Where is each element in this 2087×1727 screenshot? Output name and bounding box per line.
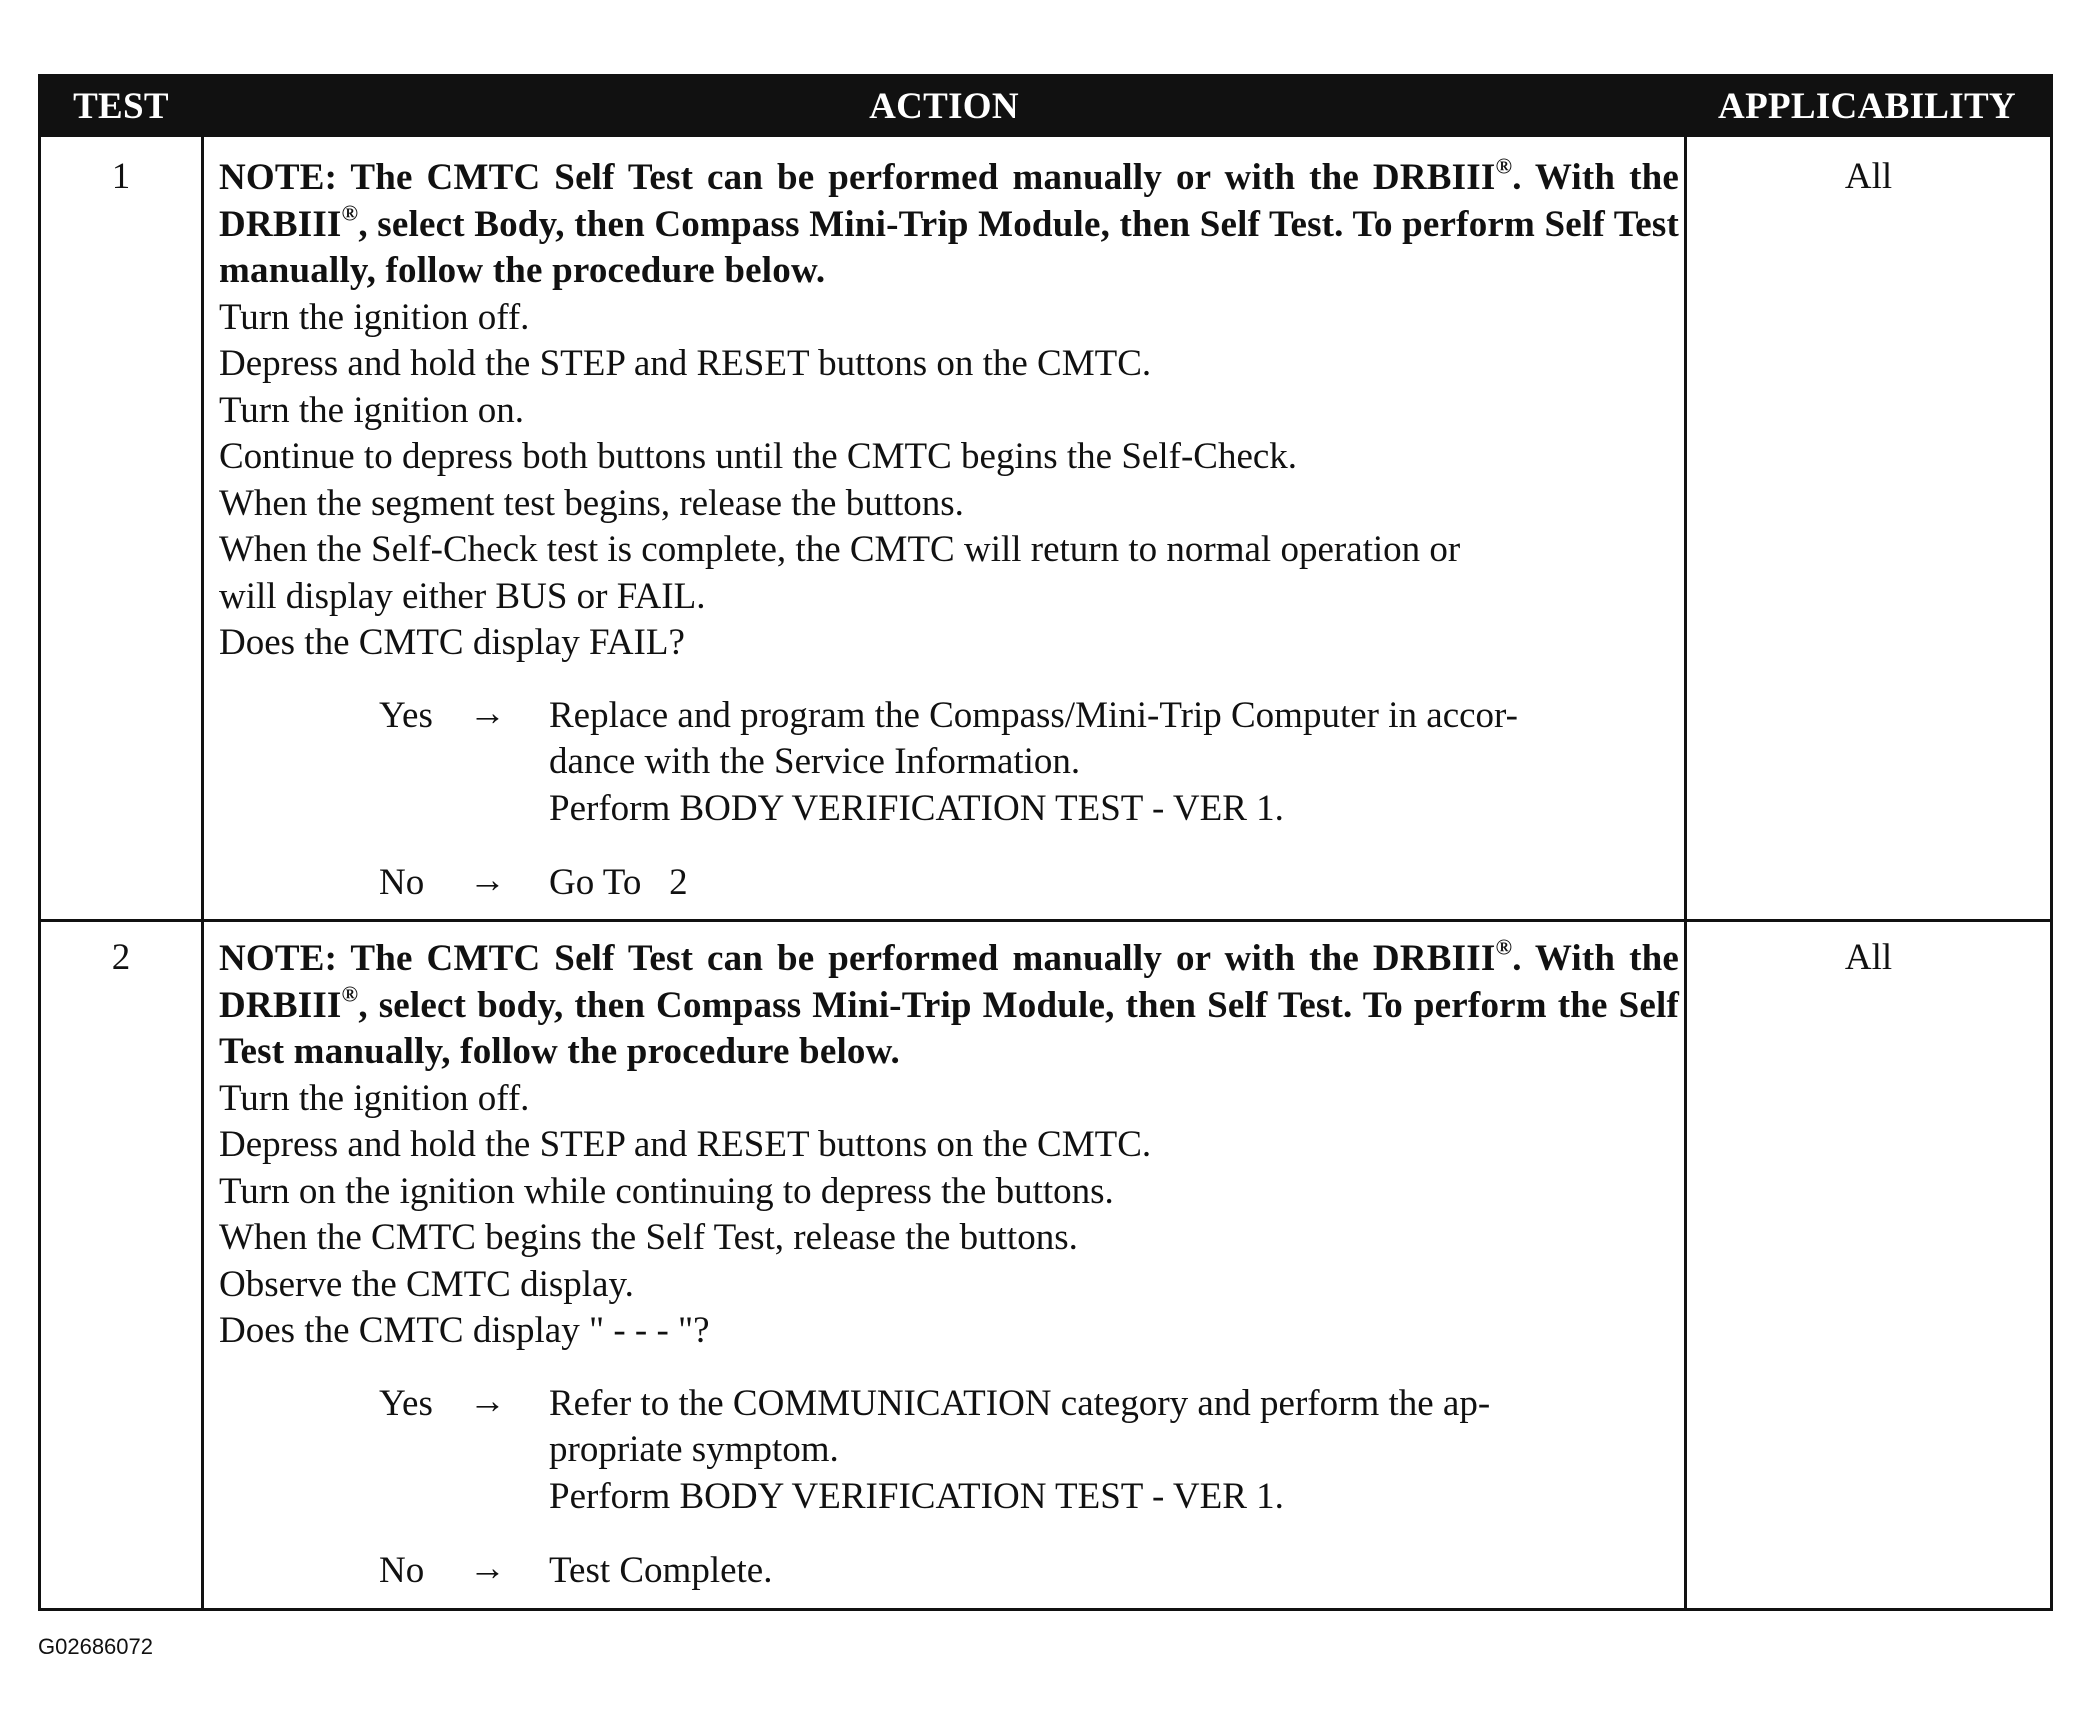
right-arrow-icon: →: [469, 1380, 506, 1422]
applicability-value: All: [1844, 156, 1893, 197]
right-arrow-icon: →: [469, 860, 506, 901]
no-branch: [219, 860, 1679, 907]
table-row-2: [41, 922, 2050, 1608]
yes-result: [549, 1381, 1679, 1521]
step-line: Observe the CMTC display.: [219, 1263, 634, 1305]
test-number: 2: [111, 937, 131, 978]
registered-mark: ®: [1495, 153, 1513, 179]
no-result-line: Test Complete.: [549, 1550, 773, 1591]
action-cell: [219, 936, 1679, 1623]
header-action: ACTION: [869, 86, 1019, 127]
header-test: TEST: [73, 86, 169, 127]
yes-branch: [219, 693, 1679, 833]
table-header: [41, 77, 2050, 137]
step-line: Does the CMTC display FAIL?: [219, 622, 685, 663]
right-arrow-icon: →: [469, 1548, 506, 1589]
step-line: Turn the ignition on.: [219, 389, 524, 431]
figure-code: G02686072: [38, 1634, 153, 1659]
yes-result-line: propriate symptom.: [549, 1429, 839, 1470]
note-drb: With the DRBIII: [219, 157, 1680, 245]
note-instructions: , select body, then Compass Mini-Trip Module, then Self Test. To perform the Self Test manually, follow the procedure below.: [219, 984, 1679, 1072]
no-result: [549, 1548, 1679, 1595]
table-row-1: [41, 137, 2050, 919]
yes-result-line: Perform BODY VERIFICATION TEST - VER 1.: [549, 787, 1284, 829]
step-line: Turn the ignition off.: [219, 1077, 530, 1119]
no-label: No: [379, 862, 425, 903]
yes-result: [549, 693, 1679, 833]
yes-result-line: Replace and program the Compass/Mini-Trip Computer in accor-: [549, 694, 1518, 736]
step-line: Depress and hold the STEP and RESET buttons on the CMTC.: [219, 1124, 1152, 1165]
note-intro: NOTE: The CMTC Self Test can be performed manually or with the DRBIII: [219, 157, 1496, 198]
step-line: Turn on the ignition while continuing to depress the buttons.: [219, 1170, 1114, 1212]
diagnostic-table: [38, 74, 2053, 1611]
note-text: NOTE: The CMTC Self Test can be performed manually or with the DRBIII®. With the DRBIII®, select Body, then Compass Mini-Trip Module, then Self Test. To perform Self Test manually, follow the procedure below.: [219, 153, 1680, 291]
step-line: Turn the ignition off.: [219, 296, 530, 338]
answer-block: [219, 1381, 1679, 1595]
registered-mark: ®: [341, 980, 359, 1006]
step-line: Continue to depress both buttons until the CMTC begins the Self-Check.: [219, 436, 1298, 477]
header-applicability: APPLICABILITY: [1718, 86, 2016, 127]
step-line: will display either BUS or FAIL.: [219, 575, 706, 617]
answer-block: [219, 693, 1679, 907]
step-line: Does the CMTC display " - - - "?: [219, 1310, 710, 1351]
registered-mark: ®: [341, 199, 359, 225]
test-number: 1: [111, 156, 131, 197]
yes-label: Yes: [379, 1382, 433, 1424]
no-label: No: [379, 1550, 425, 1591]
yes-result-line: Perform BODY VERIFICATION TEST - VER 1.: [549, 1475, 1284, 1517]
action-cell: [219, 155, 1679, 935]
note-text: NOTE: The CMTC Self Test can be performed manually or with the DRBIII®. With the DRBIII®, select body, then Compass Mini-Trip Module, then Self Test. To perform the Self Test manually, follow the procedure below.: [219, 934, 1680, 1072]
note-intro: NOTE: The CMTC Self Test can be performed manually or with the DRBIII: [219, 938, 1496, 979]
no-result: [549, 860, 1679, 907]
note-drb: With the DRBIII: [219, 938, 1680, 1026]
yes-result-line: Refer to the COMMUNICATION category and perform the ap-: [549, 1382, 1491, 1424]
yes-label: Yes: [379, 694, 433, 736]
step-line: When the Self-Check test is complete, the CMTC will return to normal operation or: [219, 529, 1461, 570]
registered-mark: ®: [1495, 934, 1513, 960]
yes-branch: [219, 1381, 1679, 1521]
right-arrow-icon: →: [469, 692, 506, 734]
note-instructions: , select Body, then Compass Mini-Trip Module, then Self Test. To perform Self Test manually, follow the procedure below.: [219, 203, 1679, 291]
step-line: When the CMTC begins the Self Test, release the buttons.: [219, 1217, 1078, 1258]
yes-result-line: dance with the Service Information.: [549, 741, 1081, 782]
step-line: Depress and hold the STEP and RESET buttons on the CMTC.: [219, 343, 1152, 384]
no-result-line: Go To 2: [549, 862, 688, 903]
applicability-value: All: [1844, 937, 1893, 978]
no-branch: [219, 1548, 1679, 1595]
step-line: When the segment test begins, release the buttons.: [219, 482, 964, 524]
